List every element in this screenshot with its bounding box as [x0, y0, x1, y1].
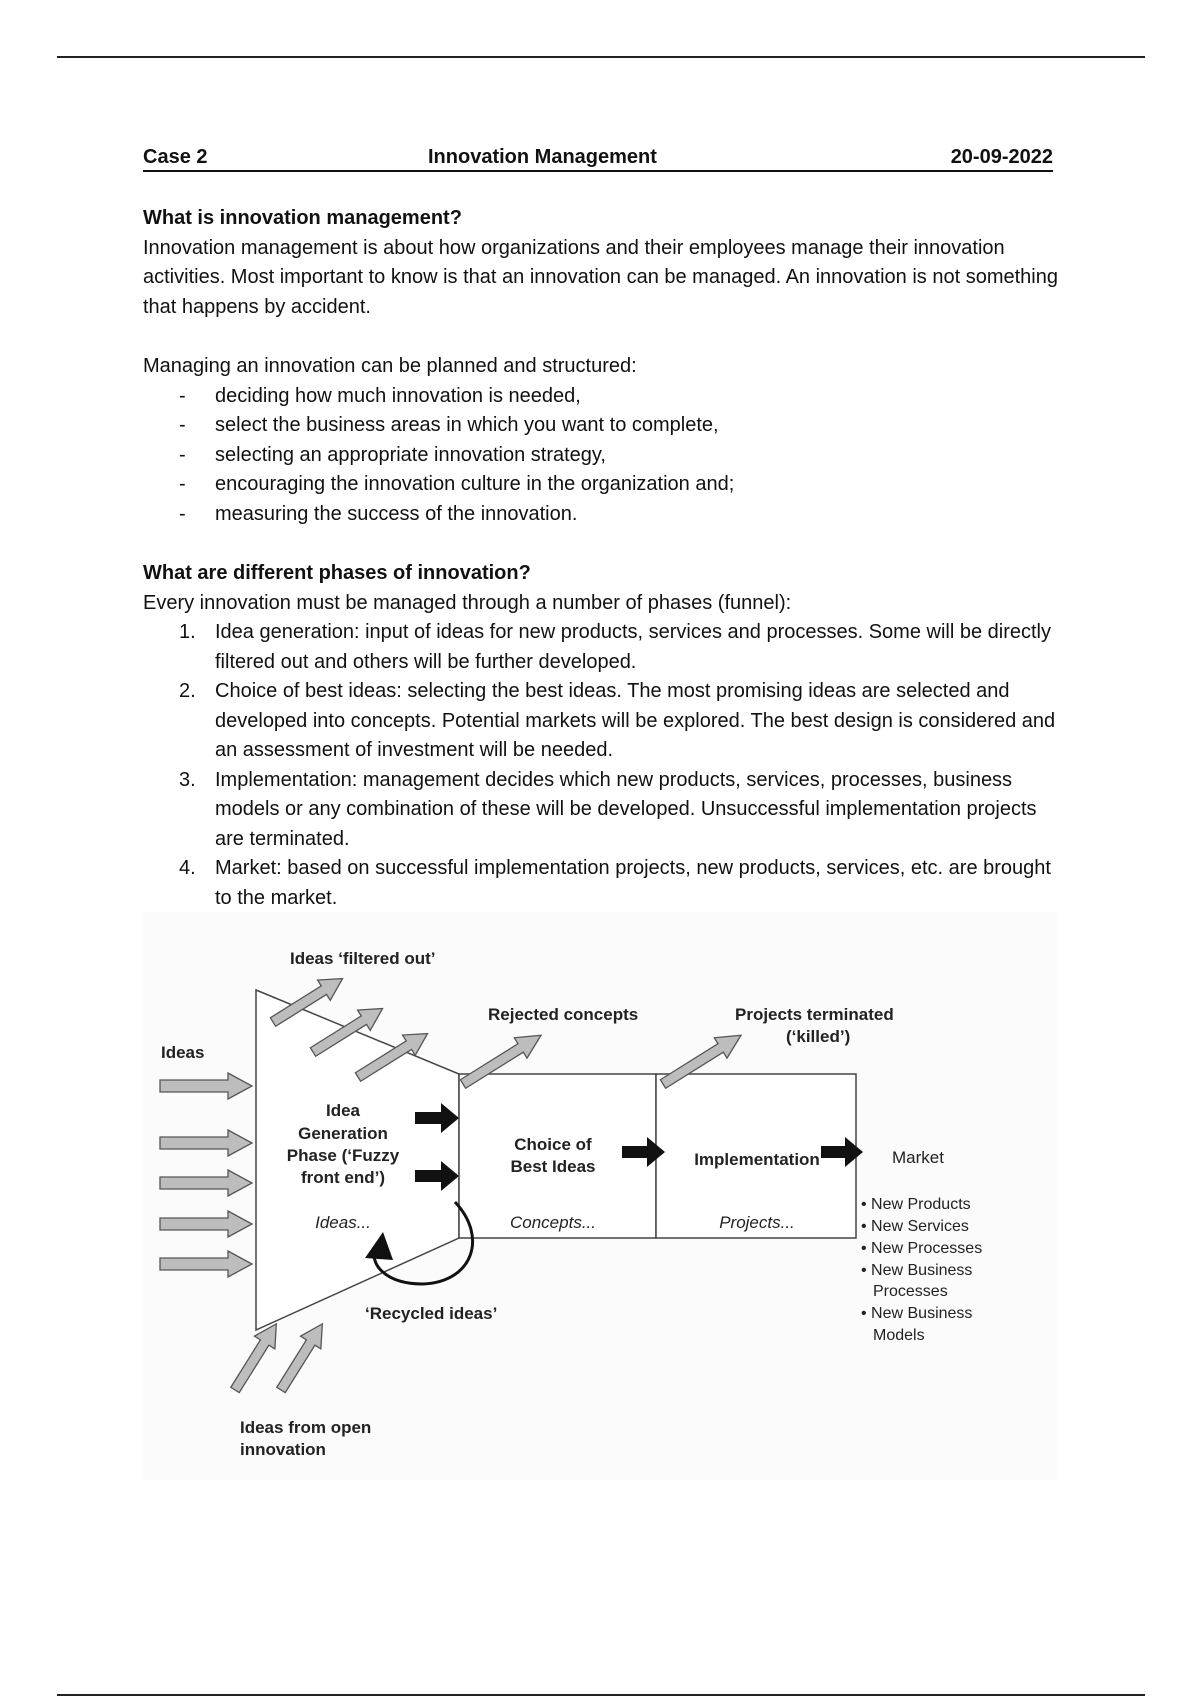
- rejected-concepts-label: Rejected concepts: [488, 1005, 639, 1024]
- managing-list: [143, 382, 1063, 530]
- svg-text:Choice of: Choice of: [514, 1135, 592, 1154]
- open-innovation-label-2: innovation: [240, 1440, 326, 1459]
- list-item: - select the business areas in which you want to complete,: [179, 414, 719, 436]
- page-header: [143, 146, 1053, 172]
- filtered-out-label: Ideas ‘filtered out’: [290, 949, 436, 968]
- list-item: 3. Implementation: management decides which new products, services, processes, business models or any combination of these will be developed. Unsuccessful implementation projects are terminated.: [179, 768, 1037, 850]
- list-item: • New Services: [861, 1218, 969, 1235]
- phase2-sub: Concepts...: [510, 1213, 596, 1232]
- section-heading-what-is: What is innovation management?: [143, 207, 462, 229]
- svg-text:Best Ideas: Best Ideas: [510, 1157, 596, 1176]
- bottom-rule: [57, 1694, 1145, 1696]
- market-outputs: [861, 1196, 982, 1344]
- section-intro-managing: Managing an innovation can be planned and structured:: [143, 355, 637, 377]
- document-title: Innovation Management: [428, 146, 657, 168]
- open-innovation-label-1: Ideas from open: [240, 1418, 372, 1437]
- ideas-label: Ideas: [161, 1043, 205, 1062]
- projects-terminated-label: Projects terminated: [735, 1005, 894, 1024]
- list-item: • New Processes: [861, 1240, 983, 1257]
- list-item: - measuring the success of the innovation.: [179, 502, 578, 525]
- case-label: Case 2: [143, 146, 208, 168]
- document-date: 20-09-2022: [950, 146, 1053, 168]
- market-label: Market: [892, 1148, 944, 1167]
- phase3-label: Implementation: [694, 1150, 820, 1169]
- list-item: - deciding how much innovation is needed,: [179, 384, 581, 407]
- list-item: • New Products: [861, 1196, 971, 1213]
- svg-text:Idea: Idea: [325, 1101, 361, 1120]
- top-rule: [57, 56, 1145, 58]
- list-item: 4. Market: based on successful implementation projects, new products, services, etc. are brought to the market.: [179, 857, 1051, 909]
- innovation-funnel-diagram: [143, 912, 1057, 1480]
- recycled-ideas-label: ‘Recycled ideas’: [365, 1304, 498, 1323]
- svg-text:Generation: Generation: [298, 1124, 388, 1143]
- phase3-sub: Projects...: [719, 1213, 795, 1232]
- idea-input-arrows: [160, 1073, 252, 1277]
- list-item: 2. Choice of best ideas: selecting the best ideas. The most promising ideas are selected and developed into concepts. Potential markets will be explored. The best design is considered and an assessment of investment will be needed.: [179, 680, 1056, 761]
- section-intro-phases: Every innovation must be managed through a number of phases (funnel):: [143, 591, 792, 614]
- list-item: • New Business: [861, 1262, 973, 1279]
- list-item: - encouraging the innovation culture in the organization and;: [179, 473, 735, 495]
- list-item: • New Business: [861, 1305, 973, 1322]
- list-item: 1. Idea generation: input of ideas for new products, services and processes. Some will be directly filtered out and others will be further developed.: [179, 621, 1051, 673]
- list-item: Processes: [873, 1283, 948, 1300]
- section-heading-phases: What are different phases of innovation?: [143, 562, 531, 584]
- svg-text:Phase (‘Fuzzy: Phase (‘Fuzzy: [286, 1146, 400, 1165]
- list-item: - selecting an appropriate innovation strategy,: [179, 443, 606, 466]
- phases-list: [143, 618, 1063, 913]
- document-body: [143, 204, 1063, 913]
- section-paragraph-definition: Innovation management is about how organizations and their employees manage their innovation activities. Most important to know is that an innovation can be managed. An innovation is not something that happens by accident.: [143, 236, 1058, 318]
- phase1-sub: Ideas...: [315, 1213, 371, 1232]
- svg-text:front end’): front end’): [300, 1168, 386, 1187]
- open-innovation-arrows: [225, 1317, 333, 1396]
- killed-label: (‘killed’): [786, 1027, 851, 1046]
- list-item: Models: [873, 1327, 925, 1344]
